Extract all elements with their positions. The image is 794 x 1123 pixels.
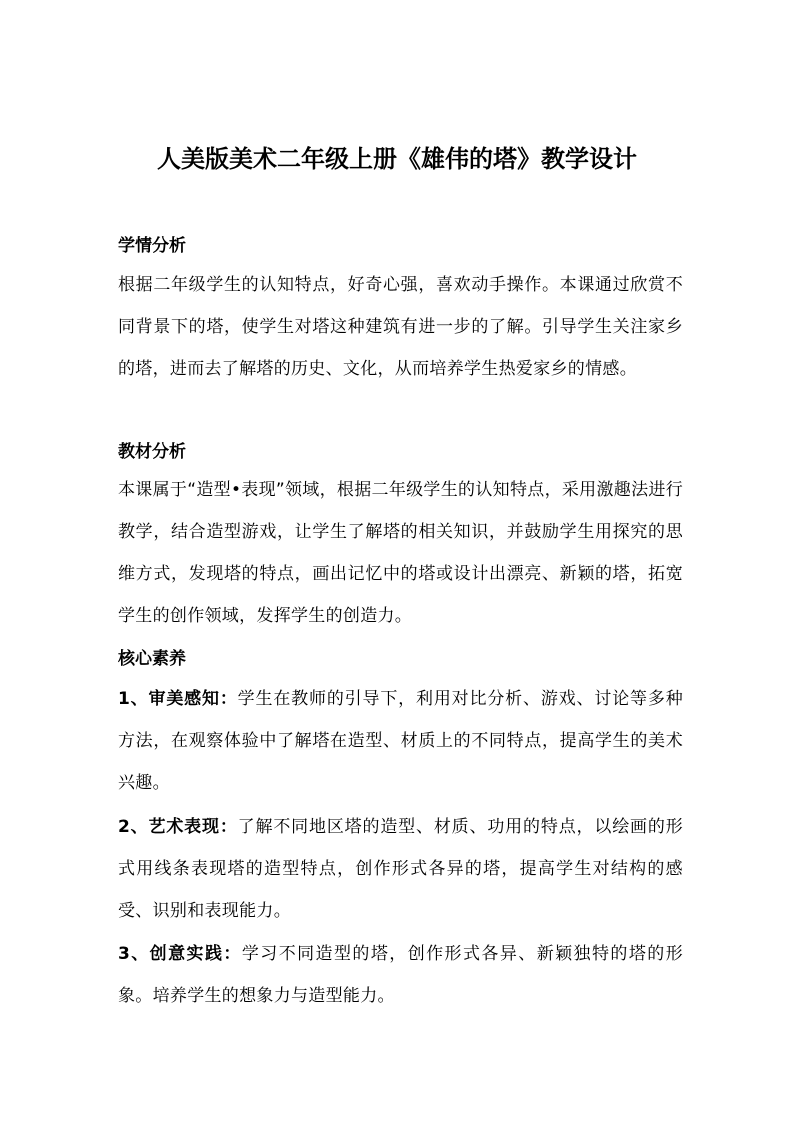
section-heading-textbook-analysis: 教材分析 bbox=[118, 442, 186, 462]
section-heading-core-literacy: 核心素养 bbox=[118, 649, 186, 669]
core-literacy-item bbox=[118, 678, 683, 804]
core-literacy-item bbox=[118, 933, 683, 1017]
core-literacy-item bbox=[118, 806, 683, 932]
section-text-textbook-analysis: 本课属于“造型•表现”领域，根据二年级学生的认知特点，采用激趣法进行教学，结合造型游戏，让学生了解塔的相关知识，并鼓励学生用探究的思维方式，发现塔的特点，画出记忆中的塔或设计出漂亮、新颖的塔，拓宽学生的创作领域，发挥学生的创造力。 bbox=[118, 480, 683, 626]
section-text-learner-analysis: 根据二年级学生的认知特点，好奇心强，喜欢动手操作。本课通过欣赏不同背景下的塔，使学生对塔这种建筑有进一步的了解。引导学生关注家乡的塔，进而去了解塔的历史、文化，从而培养学生热爱家乡的情感。 bbox=[118, 275, 683, 379]
core-literacy-item-label: 2、艺术表现： bbox=[118, 817, 238, 837]
core-literacy-item-text: 学习不同造型的塔，创作形式各异、新颖独特的塔的形象。培养学生的想象力与造型能力。 bbox=[118, 944, 684, 1006]
core-literacy-item-label: 3、创意实践： bbox=[118, 944, 242, 964]
section-heading-learner-analysis: 学情分析 bbox=[118, 236, 186, 256]
document-title: 人美版美术二年级上册《雄伟的塔》教学设计 bbox=[157, 144, 637, 173]
core-literacy-item-label: 1、审美感知： bbox=[118, 689, 238, 709]
core-literacy-item-text: 了解不同地区塔的造型、材质、功用的特点，以绘画的形式用线条表现塔的造型特点，创作形式各异的塔，提高学生对结构的感受、识别和表现能力。 bbox=[118, 817, 683, 921]
core-literacy-item-text: 学生在教师的引导下，利用对比分析、游戏、讨论等多种方法，在观察体验中了解塔在造型、材质上的不同特点，提高学生的美术兴趣。 bbox=[118, 689, 683, 793]
